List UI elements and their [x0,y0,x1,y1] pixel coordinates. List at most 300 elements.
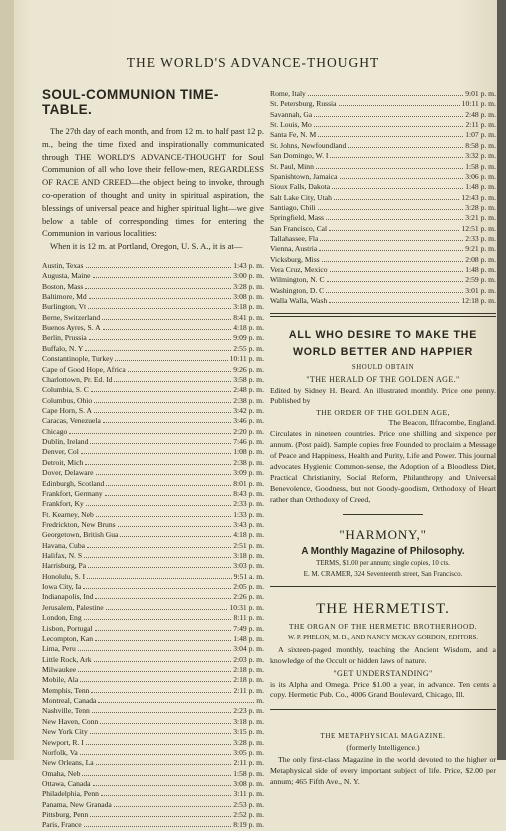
communion-time: 4:18 p. m. [233,530,264,540]
leader-dots [91,692,231,693]
leader-dots [118,526,232,527]
metaphysical-body: The only first-class Magazine in the world devoted to the higher or Metaphysical side of every important subject of life. Price, $2.00 per annum; 465 Fifth Ave., N. Y. [270,755,496,787]
city-name: St. Paul, Minn [270,161,314,171]
communion-time: 8:41 p. m. [233,312,264,322]
city-name: Georgetown, British Gua [42,530,119,540]
city-name: Ottawa, Canada [42,778,91,788]
city-name: Lima, Peru [42,644,76,654]
communion-time: 3:15 p. m. [233,727,264,737]
city-name: San Domingo, W. I [270,151,329,161]
city-name: Burlington, Vt [42,302,87,312]
city-time-row [270,182,496,192]
ad-world-title [270,327,496,361]
communion-time: 12:51 p. m. [461,223,496,233]
city-name: Fredrickton, New Bruns [42,519,116,529]
divider [270,709,496,710]
soul-communion-intro [42,125,264,253]
city-time-row [270,141,496,151]
communion-time: 2:51 p. m. [233,540,264,550]
divider [270,586,496,587]
leader-dots [80,681,231,682]
city-time-row [270,99,496,109]
communion-time: 3:09 p. m. [233,468,264,478]
city-name: Austin, Texas [42,260,84,270]
harmony-publisher: E. M. CRAMER, 324 Seventeenth street, San Francisco. [303,569,463,578]
city-name: Tallahassee, Fla [270,234,319,244]
city-time-row [42,779,264,789]
city-time-row [270,234,496,244]
communion-time: 2:52 p. m. [233,810,264,820]
city-time-row [42,323,264,333]
leader-dots [92,712,231,713]
city-name: Pittsburg, Penn [42,810,89,820]
city-name: Newport, R. I [42,737,84,747]
city-time-row [42,541,264,551]
city-name: Indianapolis, Ind [42,592,94,602]
communion-time: 3:21 p. m. [465,213,496,223]
city-time-row [42,385,264,395]
leader-dots [98,702,254,703]
city-name: Caracas, Venezuela [42,416,101,426]
city-name: Omaha, Neb [42,768,81,778]
communion-time: 3:05 p. m. [233,747,264,757]
city-name: Little Rock, Ark [42,654,92,664]
city-name: Vienna, Austria [270,244,318,254]
communion-time: 8:58 p. m. [465,140,496,150]
communion-time: 1:08 p. m. [233,447,264,457]
leader-dots [87,547,231,548]
communion-time: 10:11 p. m. [229,354,264,364]
leader-dots [100,723,231,724]
leader-dots [85,464,231,465]
city-name: Ft. Kearney, Neb [42,509,94,519]
leader-dots [115,360,227,361]
leader-dots [94,661,232,662]
leader-dots [96,474,232,475]
communion-time: 2:08 p. m. [465,254,496,264]
city-time-row [270,244,496,254]
city-name: Frankfort, Ky [42,499,84,509]
city-name: Norfolk, Va [42,747,78,757]
page-header: THE WORLD'S ADVANCE-THOUGHT [126,55,380,70]
leader-dots [89,339,231,340]
communion-time: 2:11 p. m. [233,685,264,695]
leader-dots [316,168,463,169]
communion-time: 7:49 p. m. [233,623,264,633]
ad-world-body: Circulates in nineteen countries. Price one shilling and sixpence per annum. (Post paid). Sample copies free Founded to proclaim a Message of Peace and Happiness, Health and Purity, Life and Power. This journal advocates Hygienic Common-sense, the Adoption of a Bloodless Diet, Practical Christianity, Social Reform, Philanthropy and Universal Benevolence, Goodness, but not Goody-goodism, Orthodoxy of Heart rather than Orthodoxy of Creed, [270,429,496,504]
communion-time: 9:21 p. m. [465,244,496,254]
leader-dots [329,230,459,231]
communion-time: 3:18 p. m. [233,716,264,726]
leader-dots [106,485,231,486]
city-time-row [42,706,264,716]
leader-dots [326,292,463,293]
city-name: Sioux Falls, Dakota [270,182,331,192]
city-name: Chicago [42,426,68,436]
city-name: St. Louis, Mo [270,120,312,130]
leader-dots [102,319,231,320]
communion-time: 2:26 p. m. [233,592,264,602]
city-name: Jerusalem, Palestine [42,602,104,612]
communion-time: 2:33 p. m. [465,234,496,244]
leader-dots [86,505,231,506]
city-time-row [42,655,264,665]
city-name: New Orleans, La [42,758,94,768]
communion-time: 2:11 p. m. [233,758,264,768]
city-time-row [42,561,264,571]
communion-time: 3:28 p. m. [233,737,264,747]
leader-dots [90,816,231,817]
leader-dots [348,147,463,148]
city-time-row [42,479,264,489]
city-time-row [270,193,496,203]
city-time-row [42,354,264,364]
city-time-row [42,313,264,323]
city-name: Frankfort, Germany [42,488,103,498]
leader-dots [86,267,232,268]
intro-last-line: When it is 12 m. at Portland, Oregon, U. S. A., it is at— [50,241,243,252]
divider [270,313,496,314]
communion-time: 9:26 p. m. [233,364,264,374]
city-name: London, Eng [42,613,82,623]
city-time-row [42,292,264,302]
communion-time: 12:18 p. m. [461,296,496,306]
leader-dots [88,308,231,309]
city-name: Halifax, N. S [42,551,83,561]
city-time-row [42,437,264,447]
city-time-row [42,416,264,426]
city-time-row [42,520,264,530]
leader-dots [93,785,232,786]
communion-time: 9:51 a. m. [233,571,264,581]
communion-time: 2:59 p. m. [465,275,496,285]
city-time-row [270,151,496,161]
communion-time: 8:01 p. m. [233,478,264,488]
city-name: Lecompton, Kan [42,633,94,643]
leader-dots [95,640,231,641]
city-time-row [42,634,264,644]
city-name: Montreal, Canada [42,696,97,706]
city-name: Baltimore, Md [42,292,87,302]
city-time-row [270,255,496,265]
leader-dots [88,567,231,568]
city-time-row [42,748,264,758]
city-time-row [42,644,264,654]
city-name: Memphis, Tenn [42,685,90,695]
city-time-row [42,271,264,281]
city-time-row [42,717,264,727]
leader-dots [120,536,231,537]
page-right-edge [497,0,506,760]
order-address: The Beacon, Ilfracombe, England. [388,418,496,428]
city-name: Washington, D. C [270,285,325,295]
communion-time: 1:48 p. m. [465,265,496,275]
leader-dots [95,630,232,631]
harmony-title: "HARMONY," [339,526,427,542]
right-column [270,89,496,788]
leader-dots [101,795,232,796]
city-name: Dublin, Ireland [42,437,89,447]
communion-time: 2:38 p. m. [233,395,264,405]
city-name: Milwaukee [42,664,77,674]
leader-dots [96,516,231,517]
leader-dots [78,671,231,672]
leader-dots [82,775,231,776]
city-time-row [42,665,264,675]
harmony-subtitle: A Monthly Magazine of Philosophy. [301,545,465,557]
leader-dots [86,744,231,745]
leader-dots [80,754,231,755]
city-time-row [42,572,264,582]
communion-time: 3:03 p. m. [233,561,264,571]
leader-dots [330,157,463,158]
communion-time: 3:18 p. m. [233,302,264,312]
leader-dots [85,350,231,351]
city-time-row [42,365,264,375]
communion-time: 2:18 p. m. [233,675,264,685]
city-time-row [42,769,264,779]
city-name: Walla Walla, Wash [270,296,328,306]
city-time-row [42,820,264,830]
city-time-row [42,406,264,416]
hermetist-organ: THE ORGAN OF THE HERMETIC BROTHERHOOD. [288,621,478,631]
city-name: Detroit, Mich [42,457,84,467]
city-name: Honolulu, S. I [42,571,86,581]
city-name: Iowa City, Ia [42,582,82,592]
communion-time: 7:46 p. m. [233,437,264,447]
city-time-row [42,333,264,343]
harmony-terms: TERMS, $1.00 per annum; single copies, 10 cts. [316,559,450,567]
get-understanding: "GET UNDERSTANDING" [333,668,433,678]
communion-time: 1:48 p. m. [465,182,496,192]
leader-dots [318,209,464,210]
city-name: Boston, Mass [42,281,84,291]
city-name: Wilmington, N. C [270,275,325,285]
leader-dots [84,619,232,620]
hermetist-editors: W. P. PHELON, M. D., AND NANCY MCKAY GORDON, EDITORS. [288,633,478,641]
leader-dots [83,588,231,589]
city-name: Harrisburg, Pa [42,561,87,571]
city-name: Buffalo, N. Y [42,343,84,353]
leader-dots [318,136,463,137]
right-city-times-list [270,89,496,307]
communion-time: 1:58 p. m. [233,768,264,778]
city-time-row [270,110,496,120]
should-obtain: SHOULD OBTAIN [351,363,415,371]
city-name: San Francisco, Cal [270,223,328,233]
communion-time: 2:23 p. m. [233,706,264,716]
city-name: Rome, Italy [270,89,306,98]
city-time-row [42,468,264,478]
city-time-row [42,530,264,540]
city-name: Havana, Cuba [42,540,86,550]
communion-time: 4:18 p. m. [233,323,264,333]
city-time-row [42,499,264,509]
intro-paragraph: The 27th day of each month, and from 12 m. to half past 12 p. m., being the time fixed and inspirationally communicated through THE WORLD'S ADVANCE-THOUGHT for Soul Communion of all who love their fellow-men, REGARDLESS OF RACE AND CREED—the object being to invoke, through co-operation of thought and unity in spiritual aspiration, the blessings of universal peace and higher spiritual light—we give below a table of corresponding times for entering the Communion in various localities: [42,126,264,239]
communion-time: 12:43 p. m. [461,192,496,202]
city-name: Cape of Good Hope, Africa [42,364,126,374]
leader-dots [128,371,231,372]
communion-time: 2:18 p. m. [233,664,264,674]
hermetist-body: is its Alpha and Omega. Price $1.00 a year, in advance. Ten cents a copy. Hermetic Pub. Co., 4006 Grand Boulevard, Chicago, Ill. [270,679,496,700]
leader-dots [94,402,231,403]
leader-dots [327,281,464,282]
communion-time: 3:08 p. m. [233,292,264,302]
metaphysical-title: THE METAPHYSICAL MAGAZINE. [320,732,446,741]
city-time-row [42,603,264,613]
city-time-row [42,727,264,737]
city-name: Santiago, Chili [270,202,316,212]
communion-time: 1:48 p. m. [233,633,264,643]
leader-dots [320,240,463,241]
page-left-edge [0,0,14,760]
city-time-row [42,427,264,437]
leader-dots [93,277,232,278]
city-name: St. Johns, Newfoundland [270,140,347,150]
leader-dots [90,443,231,444]
communion-time: 9:01 p. m. [465,89,496,98]
city-name: Constantinople, Turkey [42,354,114,364]
city-time-row [42,582,264,592]
city-time-row [42,396,264,406]
city-time-row [270,120,496,130]
city-time-row [42,789,264,799]
communion-time: 3:08 p. m. [233,778,264,788]
communion-time: 10:31 p. m. [229,602,264,612]
leader-dots [94,412,231,413]
city-name: Buenos Ayres, S. A [42,323,101,333]
city-time-row [42,302,264,312]
communion-time: 1:07 p. m. [465,130,496,140]
city-name: St. Petersburg, Russia [270,99,337,109]
leader-dots [85,288,231,289]
city-time-row [42,675,264,685]
leader-dots [314,116,463,117]
left-column [42,87,264,831]
city-name: Dover, Delaware [42,468,94,478]
city-name: Vicksburg, Miss [270,254,320,264]
order-name: THE ORDER OF THE GOLDEN AGE, [316,408,450,418]
leader-dots [332,188,463,189]
city-name: Denver, Col [42,447,79,457]
city-name: Savannah, Ga [270,109,313,119]
city-name: Charlottown, Pr. Ed. Id [42,374,113,384]
communion-time: 2:33 p. m. [233,499,264,509]
city-name: Berne, Switzerland [42,312,101,322]
communion-time: 3:28 p. m. [465,202,496,212]
leader-dots [114,381,231,382]
soul-communion-title: SOUL-COMMUNION TIME-TABLE. [42,87,219,117]
communion-time: 3:46 p. m. [233,416,264,426]
leader-dots [329,302,459,303]
city-time-row [270,203,496,213]
communion-time: 1:33 p. m. [233,509,264,519]
leader-dots [314,126,464,127]
leader-dots [69,433,231,434]
city-time-row [42,810,264,820]
communion-time: 2:48 p. m. [233,385,264,395]
communion-time: 3:18 p. m. [233,551,264,561]
city-name: Columbus, Ohio [42,395,93,405]
communion-time: 2:11 p. m. [465,120,496,130]
city-name: Columbia, S. C [42,385,89,395]
leader-dots [106,609,228,610]
city-time-row [270,130,496,140]
city-name: Paris, France [42,820,82,830]
leader-dots [103,329,232,330]
communion-time: 2:53 p. m. [233,799,264,809]
city-name: Augusta, Maine [42,271,91,281]
communion-time: 10:11 p. m. [461,99,496,109]
communion-time: 8:19 p. m. [233,820,264,830]
leader-dots [84,826,232,827]
leader-dots [114,806,231,807]
city-time-row [42,344,264,354]
city-time-row [270,224,496,234]
communion-time: 8:11 p. m. [233,613,264,623]
city-time-row [42,624,264,634]
communion-time: 3:01 p. m. [465,285,496,295]
communion-time: 1:43 p. m. [233,260,264,270]
communion-time: 3:32 p. m. [465,151,496,161]
short-divider [343,514,423,515]
metaphysical-formerly: (formerly Intelligence.) [346,743,420,753]
communion-time: 3:58 p. m. [233,374,264,384]
leader-dots [84,557,231,558]
communion-time: 2:38 p. m. [233,457,264,467]
communion-time: 3:06 p. m. [465,171,496,181]
communion-time: 1:58 p. m. [465,161,496,171]
city-name: New Haven, Conn [42,716,99,726]
communion-time: 3:04 p. m. [233,644,264,654]
city-time-row [42,696,264,706]
city-time-row [270,213,496,223]
city-time-row [42,458,264,468]
leader-dots [78,650,231,651]
ad-world-title-line1: ALL WHO DESIRE TO MAKE THE [288,328,478,341]
hermetist-title: THE HERMETIST. [316,600,450,617]
city-time-row [42,489,264,499]
leader-dots [91,391,231,392]
city-time-row [42,551,264,561]
leader-dots [308,95,463,96]
city-name: Santa Fe, N. M [270,130,317,140]
city-name: Spanishtown, Jamaica [270,171,338,181]
city-name: Edinburgh, Scotland [42,478,105,488]
city-name: Lisbon, Portugal [42,623,93,633]
city-time-row [42,800,264,810]
city-time-row [42,261,264,271]
leader-dots [334,199,459,200]
leader-dots [322,261,464,262]
herald-title: "THE HERALD OF THE GOLDEN AGE." [306,374,460,384]
leader-dots [103,422,231,423]
city-name: Cape Horn, S. A [42,406,92,415]
city-name: Berlin, Prussia [42,333,87,343]
left-city-times-list [42,261,264,831]
hermetist-description: A sixteen-paged monthly, teaching the Ancient Wisdom, and a knowledge of the Occult or hidden laws of nature. [270,644,496,665]
city-time-row [42,592,264,602]
leader-dots [95,598,231,599]
communion-time: 8:43 p. m. [233,488,264,498]
leader-dots [90,733,231,734]
leader-dots [81,453,231,454]
ad-world-title-line2: WORLD BETTER AND HAPPIER [292,345,474,358]
city-name: Salt Lake City, Utah [270,192,332,202]
communion-time: 3:28 p. m. [233,281,264,291]
city-time-row [42,686,264,696]
communion-time: 2:48 p. m. [465,109,496,119]
